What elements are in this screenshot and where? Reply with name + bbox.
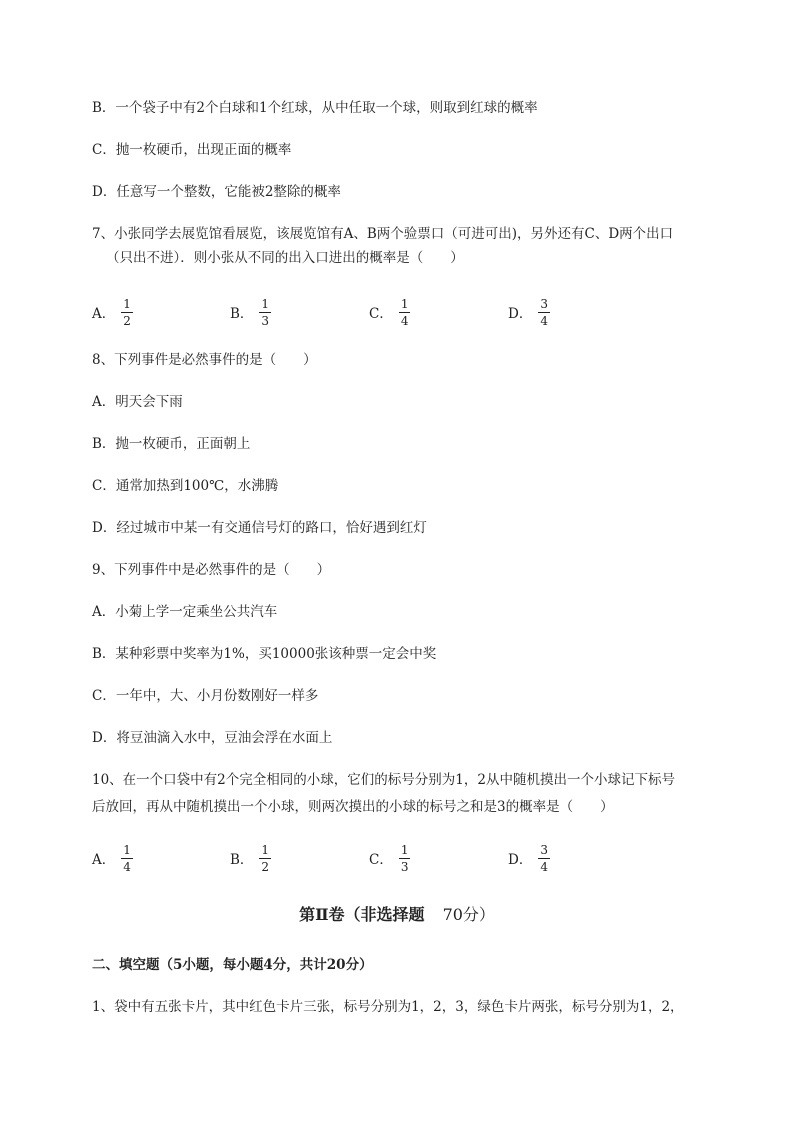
- section-title-text: 第Ⅱ卷（非选择题: [299, 905, 425, 924]
- numerator: 3: [540, 842, 548, 857]
- denominator: 2: [261, 859, 270, 874]
- denominator: 4: [123, 859, 131, 874]
- q6-option-b: B．一个袋子中有2个白球和1个红球，从中任取一个球，则取到红球的概率: [92, 100, 538, 116]
- fraction: [121, 843, 133, 874]
- denominator: 4: [400, 313, 409, 328]
- q7-option-a: [92, 292, 133, 332]
- q8-stem: 8、下列事件是必然事件的是（ ）: [92, 352, 317, 368]
- denominator: 2: [123, 313, 131, 328]
- option-letter: B．: [230, 852, 254, 868]
- fill-in-heading: 二、填空题（5小题，每小题4分，共计20分）: [92, 957, 373, 973]
- q9-option-d: D．将豆油滴入水中，豆油会浮在水面上: [92, 730, 333, 746]
- q10-stem-line1: 10、在一个口袋中有2个完全相同的小球，它们的标号分别为1，2从中随机摸出一个小球记下标号: [92, 772, 675, 788]
- q9-stem: 9、下列事件中是必然事件的是（ ）: [92, 562, 331, 578]
- denominator: 3: [261, 313, 270, 328]
- q10-options: [92, 838, 692, 878]
- q7-option-b: [230, 292, 271, 332]
- fraction: [121, 297, 133, 328]
- q9-option-a: A．小菊上学一定乘坐公共汽车: [92, 604, 278, 620]
- q7-option-d: [508, 292, 550, 332]
- numerator: 1: [261, 842, 270, 857]
- fraction: [259, 297, 271, 328]
- fraction: [538, 297, 550, 328]
- denominator: 3: [400, 859, 409, 874]
- q10-option-a: [92, 838, 133, 878]
- q8-option-b: B．抛一枚硬币，正面朝上: [92, 436, 251, 452]
- numerator: 3: [540, 296, 548, 311]
- fraction: [538, 843, 550, 874]
- fill-question-1: 1、袋中有五张卡片，其中红色卡片三张，标号分别为1，2，3，绿色卡片两张，标号分别为1，2，: [92, 999, 684, 1015]
- fraction: [399, 297, 411, 328]
- section-title: [0, 904, 794, 926]
- fraction: [259, 843, 271, 874]
- q7-stem-line1: 7、小张同学去展览馆看展览，该展览馆有A、B两个验票口（可进可出)，另外还有C、D两个出口: [92, 226, 674, 242]
- option-letter: B．: [230, 306, 254, 322]
- q6-option-c: C．抛一枚硬币，出现正面的概率: [92, 142, 292, 158]
- q10-option-c: [369, 838, 410, 878]
- numerator: 1: [400, 296, 409, 311]
- q9-option-b: B．某种彩票中奖率为1%，买10000张该种票一定会中奖: [92, 646, 437, 662]
- section-score: 70分）: [442, 905, 495, 924]
- denominator: 4: [540, 859, 548, 874]
- option-letter: D．: [508, 852, 533, 868]
- numerator: 1: [261, 296, 270, 311]
- q9-option-c: C．一年中，大、小月份数刚好一样多: [92, 688, 319, 704]
- numerator: 1: [123, 842, 131, 857]
- option-letter: C．: [369, 852, 393, 868]
- q8-option-d: D．经过城市中某一有交通信号灯的路口，恰好遇到红灯: [92, 520, 427, 536]
- option-letter: A．: [92, 306, 116, 322]
- q10-option-d: [508, 838, 550, 878]
- numerator: 1: [123, 296, 131, 311]
- option-letter: A．: [92, 852, 116, 868]
- q7-option-c: [369, 292, 410, 332]
- option-letter: D．: [508, 306, 533, 322]
- q8-option-a: A．明天会下雨: [92, 394, 183, 410]
- numerator: 1: [400, 842, 409, 857]
- denominator: 4: [540, 313, 548, 328]
- q7-stem-line2: （只出不进）．则小张从不同的出入口进出的概率是（ ）: [106, 250, 464, 266]
- q10-stem-line2: 后放回，再从中随机摸出一个小球，则两次摸出的小球的标号之和是3的概率是（ ）: [92, 799, 614, 815]
- q8-option-c: C．通常加热到100℃，水沸腾: [92, 478, 279, 494]
- option-letter: C．: [369, 306, 393, 322]
- q7-options: [92, 292, 692, 332]
- q10-option-b: [230, 838, 271, 878]
- fraction: [399, 843, 411, 874]
- q6-option-d: D．任意写一个整数，它能被2整除的概率: [92, 184, 341, 200]
